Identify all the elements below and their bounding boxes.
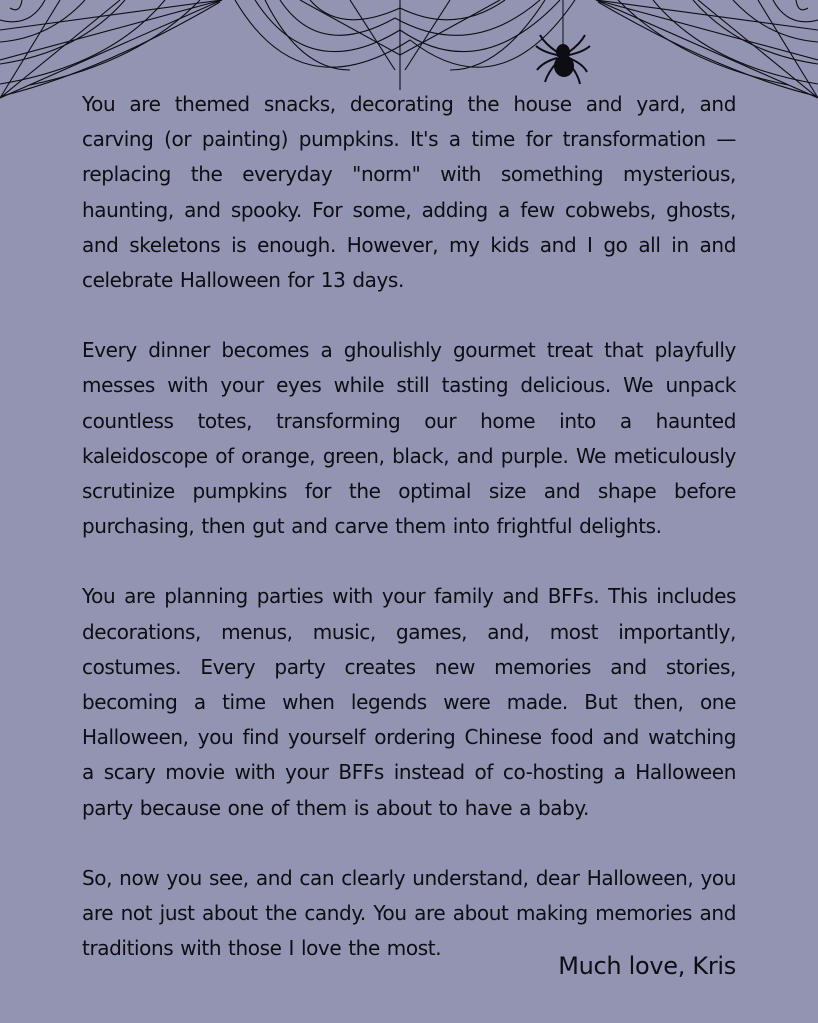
letter-paragraph-2: Every dinner becomes a ghoulishly gourmet treat that playfully messes with your eyes while still tasting delicious. We unpack countless totes, transforming our home into a haunted kaleidoscope of orange, green, black, and purple. We meticulously scrutinize pumpkins for the optimal size and shape before purchasing, then gut and carve them into frightful delights. [82, 338, 736, 539]
signature: Much love, Kris [558, 952, 736, 980]
letter-paragraph-1: You are themed snacks, decorating the house and yard, and carving (or painting) pumpkins. It's a time for transformation — replacing the everyday "norm" with something mysterious, haunting, and spooky. For some, adding a few cobwebs, ghosts, and skeletons is enough. However, my kids and I go all in and celebrate Halloween for 13 days. [82, 92, 736, 293]
letter-paragraph-3: You are planning parties with your family and BFFs. This includes decorations, menus, music, games, and, most importantly, costumes. Every party creates new memories and stories, becoming a time when legends were made. But then, one Halloween, you find yourself ordering Chinese food and watching a scary movie with your BFFs instead of co-hosting a Halloween party because one of them is about to have a baby. [82, 584, 736, 820]
cobweb-center-icon [235, 0, 575, 90]
cobweb-decoration [0, 0, 818, 100]
cobweb-right-icon [596, 0, 818, 98]
cobweb-left-icon [0, 0, 222, 98]
letter-paragraph-4: So, now you see, and can clearly understand, dear Halloween, you are not just about the candy. You are about making memories and traditions with those I love the most. [82, 865, 736, 961]
letter-body [82, 87, 736, 1001]
